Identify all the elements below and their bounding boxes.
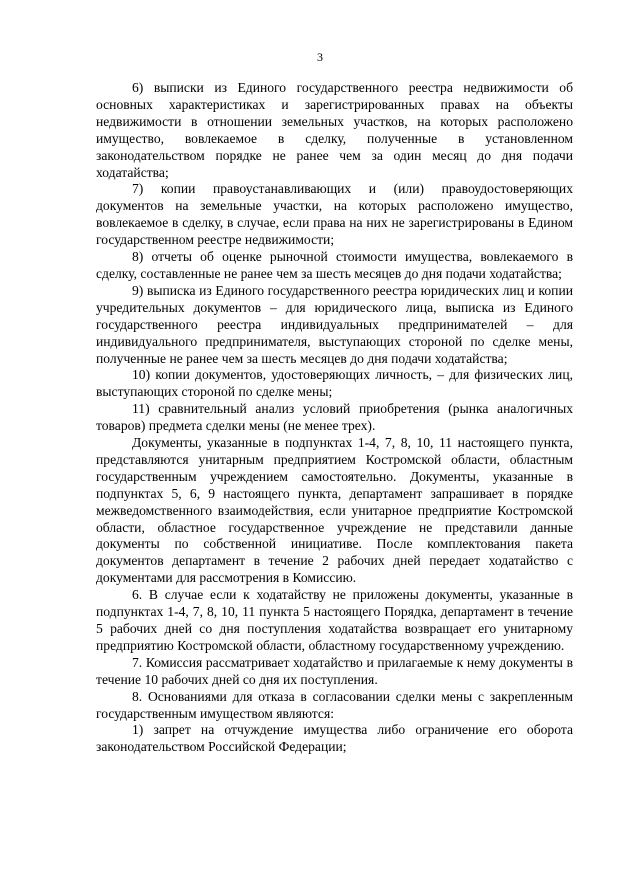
paragraph-clause-7: 7. Комиссия рассматривает ходатайство и прилагаемые к нему документы в течение 10 рабочих дней со дня их поступления. <box>96 654 573 687</box>
paragraph-item-8: 8) отчеты об оценке рыночной стоимости имущества, вовлекаемого в сделку, составленные не ранее чем за шесть месяцев до дня подачи ходатайства; <box>96 249 573 281</box>
paragraph-item-10: 10) копии документов, удостоверяющих личность, – для физических лиц, выступающих стороной по сделке мены; <box>96 367 573 400</box>
paragraph-clause-6: 6. В случае если к ходатайству не приложены документы, указанные в подпунктах 1-4, 7, 8, 10, 11 пункта 5 настоящего Порядка, департамент в течение 5 рабочих дней со дня поступления ходатайства возвращает его унитарному предприятию Костромской области, областному государственному учреждению. <box>96 587 573 653</box>
paragraph-item-6: 6) выписки из Единого государственного реестра недвижимости об основных характеристиках и зарегистрированных правах на объекты недвижимости в отношении земельных участков, на которых расположено имущество, вовлекаемое в сделку, полученные в установленном законодательством порядке не ранее чем за один месяц до дня подачи ходатайства; <box>96 80 573 180</box>
paragraph-item-7: 7) копии правоустанавливающих и (или) правоудостоверяющих документов на земельные участки, на которых расположено имущество, вовлекаемое в сделку, в случае, если права на них не зарегистрированы в Едином государственном реестре недвижимости; <box>96 181 573 248</box>
page-number: 3 <box>317 50 323 64</box>
paragraph-item-11: 11) сравнительный анализ условий приобретения (рынка аналогичных товаров) предмета сделки мены (не менее трех). <box>96 401 573 434</box>
document-body <box>96 80 573 756</box>
paragraph-refusal-ground-1: 1) запрет на отчуждение имущества либо ограничение его оборота законодательством Российской Федерации; <box>96 722 573 755</box>
paragraph-clause-8: 8. Основаниями для отказа в согласовании сделки мены с закрепленным государственным имуществом являются: <box>96 688 573 721</box>
paragraph-item-9: 9) выписка из Единого государственного реестра юридических лиц и копии учредительных документов – для юридического лица, выписка из Единого государственного реестра индивидуальных предпринимателей – для индивидуального предпринимателя, выступающих стороной по сделке мены, полученные не ранее чем за шесть месяцев до дня подачи ходатайства; <box>96 282 573 366</box>
paragraph-documents-submission: Документы, указанные в подпунктах 1-4, 7, 8, 10, 11 настоящего пункта, представляются унитарным предприятием Костромской области, областным государственным учреждением самостоятельно. Документы, указанные в подпунктах 5, 6, 9 настоящего пункта, департамент запрашивает в порядке межведомственного взаимодействия, если унитарное предприятие Костромской области, областное государственное учреждение не представили данные документы по собственной инициативе. После комплектования пакета документов департамент в течение 2 рабочих дней передает ходатайство с документами для рассмотрения в Комиссию. <box>96 435 573 586</box>
